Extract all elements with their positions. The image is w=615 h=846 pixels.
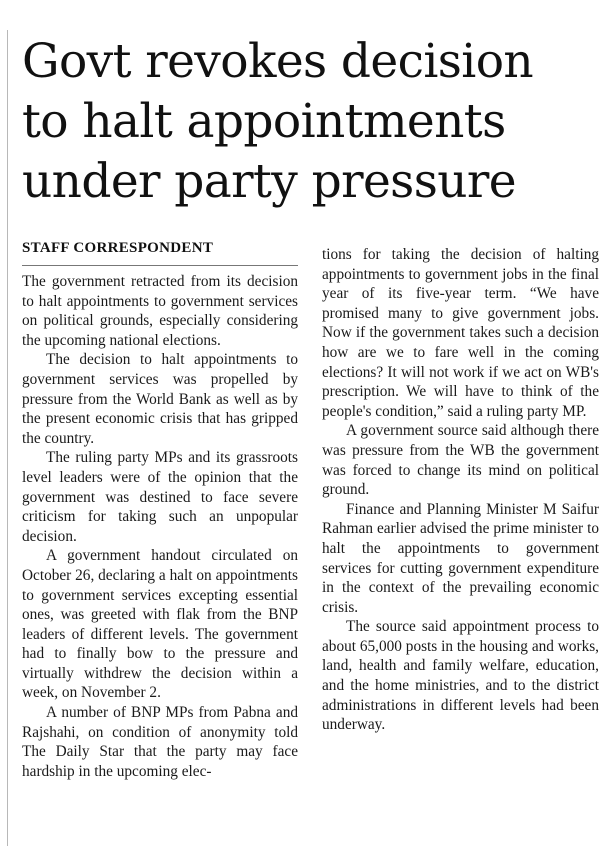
headline-line: Govt revokes decision [22,34,534,89]
paragraph: A government handout circulated on October 26, declaring a halt on appointments to government services excepting essential ones, was greeted with flak from the BNP leaders of different levels. The government had to finally bow to the pressure and virtually withdrew the decision within a week, on November 2. [22,547,298,702]
headline [22,32,607,212]
headline-line: to halt appointments [22,94,506,149]
paragraph: A number of BNP MPs from Pabna and Rajshahi, on condition of anonymity told The Daily Star that the party may face hardship in the upcoming elec- [22,704,298,780]
column-rule [7,30,8,846]
paragraph: The government retracted from its decision to halt appointments to government services on political grounds, especially considering the upcoming national elections. [22,273,298,349]
paragraph: Finance and Planning Minister M Saifur Rahman earlier advised the prime minister to halt the appointments to government services for cutting government expenditure in the context of the prevailing economic crisis. [322,500,599,616]
paragraph: A government source said although there was pressure from the WB the government was forced to change its mind on political ground. [322,422,599,499]
headline-line: under party pressure [22,154,516,209]
paragraph: The source said appointment process to about 65,000 posts in the housing and works, land, health and family welfare, education, and the home ministries, and to the district administrations in different levels had been underway. [322,618,599,734]
article-column-left [22,272,298,781]
article-column-right [322,245,599,735]
byline-divider [22,265,298,266]
paragraph: The ruling party MPs and its grassroots level leaders were of the opinion that the government was destined to face severe criticism for taking such an unpopular decision. [22,449,298,545]
paragraph: The decision to halt appointments to government services was propelled by pressure from the World Bank as well as by the present economic crisis that has gripped the country. [22,351,298,447]
paragraph: tions for taking the decision of halting appointments to government jobs in the final year of its five-year term. “We have promised many to give government jobs. Now if the government takes such a decision how are we to fare well in the coming elections? It will not work if we act on WB's prescription. We will have to think of the people's condition,” said a ruling party MP. [322,246,599,420]
byline: STAFF CORRESPONDENT [22,240,214,256]
